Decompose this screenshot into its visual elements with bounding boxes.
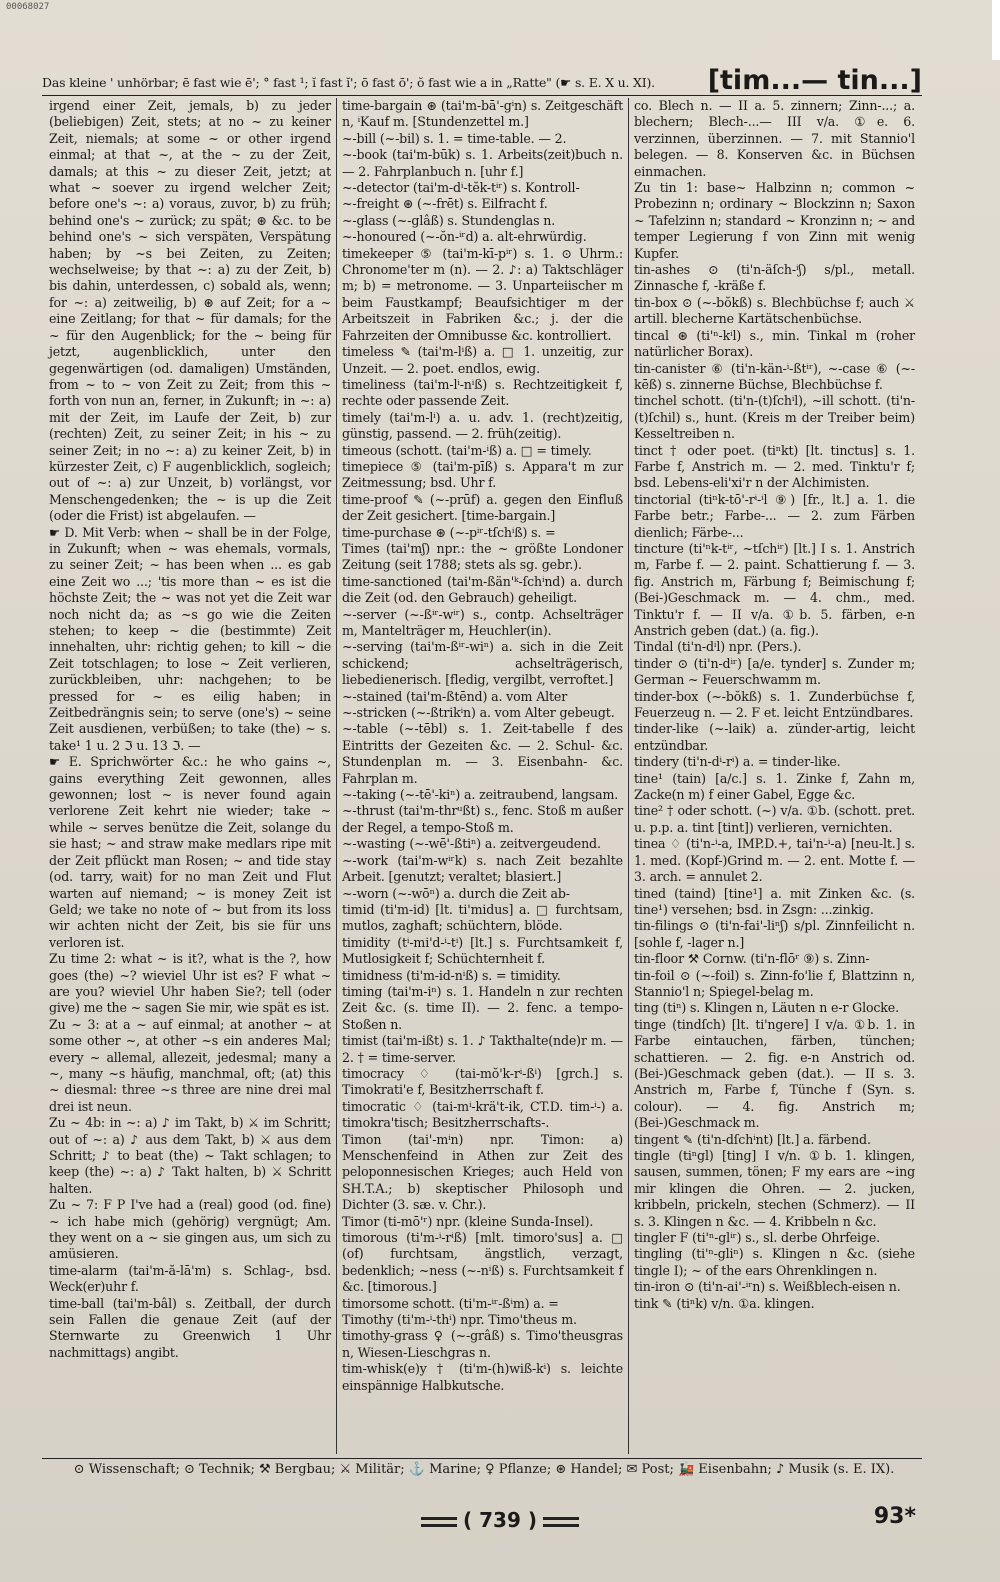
- page-corner: [992, 0, 1000, 60]
- entry: timekeeper ⑤ (tai'm-kī-pⁱʳ) s. 1. ⊙ Uhrm.: Chronome'ter m (n). — 2. ♪: a) Taktschläger m; b) = metronome. — 3. Unparteiischer m beim Faustkampf; Beaufsichtiger m der Arbeitszeit in Fabriken &c.; j. der die Fahrzeiten der Omnibusse &c. kontrolliert.: [342, 245, 627, 343]
- entry: tin-canister ⑥ (ti'n-kän-ⁱ-ßtⁱʳ), ~-case ⑥ (~-kēß) s. zinnerne Büchse, Blechbüchse f.: [634, 360, 915, 392]
- entry: timeliness (tai'm-lⁱ-nⁱß) s. Rechtzeitigkeit f, rechte oder passende Zeit.: [342, 376, 627, 409]
- symbol-legend: ⊙ Wissenschaft; ⊙ Technik; ⚒ Bergbau; ⚔ Militär; ⚓ Marine; ♀ Pflanze; ⊛ Handel; ✉ Post; 🚂 Eisenbahn; ♪ Musik (s. E. IX).: [73, 1462, 895, 1477]
- scan-id: 00068027: [6, 2, 50, 12]
- entry: Timothy (ti'm-ⁱ-thⁱ) npr. Timo'theus m.: [342, 1312, 577, 1328]
- entry-paragraph: irgend einer Zeit, jemals, b) zu jeder (beliebigen) Zeit, stets; at no ~ zu keiner Zeit, niemals; at some ~ or other irgend einmal; at that ~, at the ~ zu der Zeit, damals; at this ~ zu dieser Zeit, jetzt; at what ~ soever zu irgend welcher Zeit; before one's ~: a) voraus, zuvor, b) zu früh; behind one's ~ zurück; zu spät; ⊛ &c. to be behind one's ~ sich verspäten, Verspätung haben; by ~s bei Zeiten, zu Zeiten; wechselweise; by that ~: a) zu der Zeit, b) bis dahin, unterdessen, c) sobald als, wenn; for ~: a) zeitweilig, b) ⊛ auf Zeit; for a ~ eine Zeitlang; for that ~ für damals; for the ~ für den Augenblick; for the ~ being für jetzt, augenblicklich, unter den gegenwärtigen (od. damaligen) Umständen, from ~ to ~ von Zeit zu Zeit; from this ~ forth von nun an, ferner, in Zukunft; in ~: a) mit der Zeit, im Laufe der Zeit, b) zur (rechten) Zeit, zu seiner Zeit; in his ~ zu seiner Zeit; in no ~: a) zu keiner Zeit, b) in kürzester Zeit, c) F augenblicklich, sogleich; out of ~: a) zur Unzeit, b) vorlängst, vor Menschengedenken; the ~ is up die Zeit (oder die Frist) ist abgelaufen. —: [49, 98, 335, 524]
- entry: time-purchase ⊛ (~-pⁱʳ-tſchⁱß) s. =: [342, 524, 556, 540]
- entry: ~-detector (tai'm-dⁱ-tĕk-tⁱʳ) s. Kontroll-: [342, 180, 580, 196]
- entry: ~-honoured (~-ŏn-ⁱʳd) a. alt-ehrwürdig.: [342, 229, 587, 245]
- page-number-ornament: [543, 1517, 579, 1527]
- entry: tingling (ti'ⁿ-gliⁿ) s. Klingen n &c. (siehe tingle I); ~ of the ears Ohrenklingen n.: [634, 1246, 919, 1278]
- entry: time-bargain ⊛ (tai'm-bā'-gⁱn) s. Zeitgeschäft n, ⁱKauf m. [Stundenzettel m.]: [342, 98, 627, 130]
- entry: ~-glass (~-glâß) s. Stundenglas n.: [342, 212, 556, 228]
- entry: ~-freight ⊛ (~-frēt) s. Eilfracht f.: [342, 196, 548, 212]
- entry: timorsome schott. (ti'm-ⁱʳ-ßⁱm) a. =: [342, 1295, 559, 1311]
- entry: ~-table (~-tēbl) s. 1. Zeit-tabelle f des Eintritts der Gezeiten &c. — 2. Schul- &c. Stundenplan m. — 3. Eisenbahn- &c. Fahrplan m.: [342, 721, 627, 786]
- entry: tincal ⊛ (ti'ⁿ-kⁱl) s., min. Tinkal m (roher natürlicher Borax).: [634, 327, 919, 360]
- entry: timidness (ti'm-id-nⁱß) s. = timidity.: [342, 967, 561, 983]
- entry: ~-worn (~-wōⁿ) a. durch die Zeit ab-: [342, 885, 570, 901]
- column-middle: [336, 98, 628, 1454]
- entry: tine² † oder schott. (~) v/a. ①b. (schott. pret. u. p.p. a. tint [tint]) verlieren, vernichten.: [634, 803, 919, 835]
- entry: co. Blech n. — II a. 5. zinnern; Zinn-...; a. blechern; Blech-...— III v/a. ①e. 6. verzinnen, überzinnen. — 7. mit Stannio'l belegen. — 8. Konserven &c. in Büchsen einmachen.: [634, 98, 919, 179]
- entry: timorous (ti'm-ⁱ-rⁱß) [mlt. timoro'sus] a. □ (of) furchtsam, ängstlich, verzagt, bedenklich; ~ness (~-nⁱß) s. Furchtsamkeit f &c. [timorous.]: [342, 1230, 627, 1295]
- page-header: [42, 56, 922, 96]
- entry: ~-serving (tai'm-ßⁱʳ-wiⁿ) a. sich in die Zeit schickend; achselträgerisch, liebedienerisch. [fledig, vergilbt, verroftet.]: [342, 639, 627, 688]
- entry: tin-box ⊙ (~-bŏkß) s. Blechbüchse f; auch ⚔ artill. blecherne Kartätschenbüchse.: [634, 294, 919, 327]
- entry: tined (taind) [tine¹] a. mit Zinken &c. (s. tine¹) versehen; bsd. in Zsgn: ...zinkig.: [634, 885, 919, 917]
- entry: ~-taking (~-tē'-kiⁿ) a. zeitraubend, langsam.: [342, 787, 619, 803]
- page-number-ornament: [421, 1517, 457, 1527]
- entry: tin-foil ⊙ (~-foil) s. Zinn-fo'lie f, Blattzinn n, Stannio'l n; Spiegel-belag m.: [634, 967, 919, 999]
- entry-paragraph: Zu ~ 7: F P I've had a (real) good (od. fine) ~ ich habe mich (gehörig) vergnügt; Am. they went on a ~ sie gingen aus, um sich zu amüsieren.: [49, 1197, 335, 1262]
- entry: ~-stricken (~-ßtrikⁱn) a. vom Alter gebeugt.: [342, 705, 615, 721]
- entry: timist (tai'm-ißt) s. 1. ♪ Takthalte(nde)r m. — 2. † = time-server.: [342, 1033, 627, 1065]
- entry: tinctorial (tiⁿk-tō'-rⁱ-ⁱl ⑨) [fr., lt.] a. 1. die Farbe betr.; Farbe-... — 2. zum Färben dienlich; Färbe-...: [634, 491, 919, 540]
- entry: time-proof ✎ (~-prūf) a. gegen den Einfluß der Zeit gesichert. [time-bargain.]: [342, 491, 627, 524]
- entry: ~-work (tai'm-wⁱʳk) s. nach Zeit bezahlte Arbeit. [genutzt; veraltet; blasiert.]: [342, 852, 627, 885]
- entry-paragraph: Zu time 2: what ~ is it?, what is the ?, how goes (the) ~? wieviel Uhr ist es? F what ~ are you? wieviel Uhr haben Sie?; tell (oder give) me the ~ sagen Sie mir, wie spät es ist.: [49, 951, 335, 1016]
- entry: ting (tiⁿ) s. Klingen n, Läuten n e-r Glocke.: [634, 1000, 899, 1016]
- entry: tin-iron ⊙ (ti'n-ai'-ⁱʳn) s. Weißblech-eisen n.: [634, 1279, 901, 1295]
- entry: tin-filings ⊙ (ti'n-fai'-liⁿʃ) s/pl. Zinnfeilicht n. [sohle f, -lager n.]: [634, 918, 919, 950]
- headword-range: [tim...— tin...]: [707, 65, 922, 96]
- entry-paragraph: Zu ~ 3: at a ~ auf einmal; at another ~ at some other ~, at other ~s ein anderes Mal; every ~ allemal, allezeit, jedesmal; many a ~, many ~s häufig, manchmal, oft; (at) this ~ diesmal: three ~s three are nine drei mal drei ist neun.: [49, 1016, 335, 1114]
- entry: ~-server (~-ßⁱʳ-wⁱʳ) s., contp. Achselträger m, Mantelträger m, Heuchler(in).: [342, 606, 627, 638]
- entry: timidity (tⁱ-mi'd-ⁱ-tⁱ) [lt.] s. Furchtsamkeit f, Mutlosigkeit f; Schüchternheit f.: [342, 934, 627, 967]
- entry: tinchel schott. (ti'n-(t)ſchⁱl), ~ill schott. (ti'n-(t)ſchil) s., hunt. (Kreis m der Treiber beim) Kesseltreiben n.: [634, 393, 919, 442]
- entry-paragraph: time-alarm (tai'm-ă-lā'm) s. Schlag-, bsd. Weck(er)uhr f.: [49, 1262, 335, 1295]
- header-rule: [42, 95, 922, 96]
- entry: tinea ♢ (ti'n-ⁱ-a, IMP.D.+, tai'n-ⁱ-a) [neu-lt.] s. 1. med. (Kopf-)Grind m. — 2. ent. Motte f. — 3. arch. = annulet 2.: [634, 836, 919, 885]
- entry: timing (tai'm-iⁿ) s. 1. Handeln n zur rechten Zeit &c. (s. time II). — 2. fenc. a tempo-Stoßen n.: [342, 983, 627, 1032]
- entry: timepiece ⑤ (tai'm-pīß) s. Appara't m zur Zeitmessung; bsd. Uhr f.: [342, 458, 627, 491]
- entry: tinge (tindſch) [lt. ti'ngere] I v/a. ①b. 1. in Farbe eintauchen, färben, tünchen; schattieren. — 2. fig. e-n Anstrich od. (Bei-)Geschmack geben (dat.). — II s. 3. Anstrich m, Farbe f, Tünche f (Syn. s. colour). — 4. fig. Anstrich m; (Bei-)Geschmack m.: [634, 1016, 919, 1131]
- entry: ~-thrust (tai'm-thrᵘßt) s., fenc. Stoß m außer der Regel, a tempo-Stoß m.: [342, 803, 627, 835]
- entry: tindery (ti'n-dⁱ-rⁱ) a. = tinder-like.: [634, 754, 841, 770]
- entry: timid (ti'm-id) [lt. ti'midus] a. □ furchtsam, mutlos, zaghaft; schüchtern, blöde.: [342, 901, 627, 934]
- entry: tinder-like (~-laik) a. zünder-artig, leicht entzündbar.: [634, 721, 919, 753]
- entry: tingler F (ti'ⁿ-glⁱʳ) s., sl. derbe Ohrfeige.: [634, 1230, 880, 1246]
- entry-paragraph: time-ball (tai'm-bâl) s. Zeitball, der durch sein Fallen die genaue Zeit (auf der Sternwarte zu Greenwich 1 Uhr nachmittags) angibt.: [49, 1295, 335, 1360]
- entry: ~-book (tai'm-būk) s. 1. Arbeits(zeit)buch n. — 2. Fahrplanbuch n. [uhr f.]: [342, 147, 627, 179]
- entry: tim-whisk(e)y † (ti'm-(h)wiß-kⁱ) s. leichte einspännige Halbkutsche.: [342, 1361, 627, 1393]
- entry: tin-ashes ⊙ (ti'n-äſch-ⁱʃ) s/pl., metall. Zinnasche f, -kräße f.: [634, 262, 919, 294]
- entry: timocratic ♢ (tai-mⁱ-krä't-ik, CT.D. tim-ⁱ-) a. timokra'tisch; Besitzherrschafts-.: [342, 1098, 627, 1131]
- entry: timeous (schott. (tai'm-ⁱß) a. □ = timely.: [342, 442, 592, 458]
- entry: Timon (tai'-mⁱn) npr. Timon: a) Menschenfeind in Athen zur Zeit des peloponnesischen Krieges; auch Held von SH.T.A.; b) skeptischer Philosoph und Dichter (3. sæ. v. Chr.).: [342, 1131, 627, 1213]
- page-number-text: ( 739 ): [463, 1508, 537, 1532]
- entry: ~-wasting (~-wē'-ßtiⁿ) a. zeitvergeudend.: [342, 836, 601, 852]
- entry: tin-floor ⚒ Cornw. (ti'n-flōʳ ⑨) s. Zinn-: [634, 951, 870, 967]
- entry-paragraph: ☛ D. Mit Verb: when ~ shall be in der Folge, in Zukunft; when ~ was ehemals, vormals, zu seiner Zeit; ~ has been when ... es gab eine Zeit wo ...; 'tis more than ~ es ist die höchste Zeit; the ~ was not yet die Zeit war noch nicht da; as ~s go wie die Zeiten stehen; to keep ~ die (bestimmte) Zeit innehalten, uhr: richtig gehen; to kill ~ die Zeit totschlagen; to lose ~ Zeit verlieren, zurückbleiben, uhr: nachgehen; to be pressed for ~ es eilig haben; in Zeitbedrängnis sein; to serve (one's) ~ seine Zeit ausdienen, verbüßen; to take (the) ~ s. take¹ 1 u. 2 ℑ u. 13 ℑ. —: [49, 524, 335, 753]
- signature-mark: 93*: [873, 1504, 916, 1529]
- entry: Zu tin 1: base~ Halbzinn n; common ~ Probezinn n; ordinary ~ Blockzinn n; Saxon ~ Tafelzinn n; standard ~ Kronzinn n; ~ and temper Legierung f von Zinn mit wenig Kupfer.: [634, 180, 919, 261]
- pronunciation-key: Das kleine ' unhörbar; ē fast wie ē'; ° fast ¹; ĭ fast ĭ'; ō fast ō'; ŏ fast wie a in „Ratte" (☛ s. E. X u. XI).: [42, 75, 655, 90]
- entry: Times (tai'mʃ) npr.: the ~ größte Londoner Zeitung (seit 1788; stets als sg. gebr.).: [342, 540, 627, 573]
- entry: tincture (ti'ⁿk-tⁱʳ, ~tſchⁱʳ) [lt.] I s. 1. Anstrich m, Farbe f. — 2. paint. Schattierung f. — 3. fig. Anstrich m, Färbung f; Beimischung f; (Bei-)Geschmack m. — 4. chm., med. Tinktu'r f. — II v/a. ①b. 5. färben, e-n Anstrich geben (dat.) (a. fig.).: [634, 540, 919, 638]
- entry: timeless ✎ (tai'm-lⁱß) a. □ 1. unzeitig, zur Unzeit. — 2. poet. endlos, ewig.: [342, 344, 627, 376]
- page-number: [0, 1508, 1000, 1532]
- entry: tinder-box (~-bŏkß) s. 1. Zunderbüchse f, Feuerzeug n. — 2. F et. leicht Entzündbares.: [634, 688, 919, 721]
- entry: tingle (tiⁿgl) [ting] I v/n. ①b. 1. klingen, sausen, summen, tönen; F my ears are ~ing mir klingen die Ohren. — 2. jucken, kribbeln, prickeln, stechen (Schmerz). — II s. 3. Klingen n &c. — 4. Kribbeln n &c.: [634, 1148, 919, 1229]
- entry: ~-bill (~-bil) s. 1. = time-table. — 2.: [342, 130, 567, 146]
- column-left: [44, 98, 336, 1454]
- entry-paragraph: ☛ E. Sprichwörter &c.: he who gains ~, gains everything Zeit gewonnen, alles gewonnen; lost ~ is never found again verlorene Zeit kehrt nie wieder; take ~ while ~ serves benütze die Zeit, solange du sie hast; ~ and straw make medlars ripe mit der Zeit pflückt man Rosen; ~ and tide stay (od. tarry, wait) for no man Zeit und Flut warten auf niemand; ~ is money Zeit ist Geld; we take no note of ~ but from its loss wir achten nicht der Zeit, bis sie für uns verloren ist.: [49, 754, 335, 950]
- entry: tingent ✎ (ti'n-dſchⁱnt) [lt.] a. färbend.: [634, 1131, 871, 1147]
- entry: Tindal (ti'n-dⁱl) npr. (Pers.).: [634, 639, 802, 655]
- entry: tink ✎ (tiⁿk) v/n. ①a. klingen.: [634, 1295, 815, 1311]
- dictionary-columns: [44, 98, 922, 1454]
- entry: Timor (ti-mō'ʳ) npr. (kleine Sunda-Insel).: [342, 1213, 594, 1229]
- column-right: [628, 98, 920, 1454]
- footer-rule: [42, 1458, 922, 1459]
- entry: time-sanctioned (tai'm-ßän'ᵏ-ſchⁱnd) a. durch die Zeit (od. den Gebrauch) geheiligt.: [342, 573, 627, 606]
- entry: timocracy ♢ (tai-mŏ'k-rⁱ-ßⁱ) [grch.] s. Timokrati'e f, Besitzherrschaft f.: [342, 1065, 627, 1098]
- entry: tinct † oder poet. (tiⁿkt) [lt. tinctus] s. 1. Farbe f, Anstrich m. — 2. med. Tinktu'r f; bsd. Lebens-eli'xi'r n der Alchimisten.: [634, 442, 919, 491]
- entry: timely (tai'm-lⁱ) a. u. adv. 1. (recht)zeitig, günstig, passend. — 2. früh(zeitig).: [342, 409, 627, 442]
- entry: tinder ⊙ (ti'n-dⁱʳ) [a/e. tynder] s. Zunder m; German ~ Feuerschwamm m.: [634, 655, 919, 688]
- entry: tine¹ (tain) [a/c.] s. 1. Zinke f, Zahn m, Zacke(n m) f einer Gabel, Egge &c.: [634, 770, 919, 803]
- entry: ~-stained (tai'm-ßtēnd) a. vom Alter: [342, 688, 568, 704]
- entry-paragraph: Zu ~ 4b: in ~: a) ♪ im Takt, b) ⚔ im Schritt; out of ~: a) ♪ aus dem Takt, b) ⚔ aus dem Schritt; ♪ to beat (the) ~ Takt schlagen; to keep (the) ~: a) ♪ Takt halten, b) ⚔ Schritt halten.: [49, 1115, 335, 1196]
- entry: timothy-grass ♀ (~-grâß) s. Timo'theusgras n, Wiesen-Lieschgras n.: [342, 1328, 627, 1360]
